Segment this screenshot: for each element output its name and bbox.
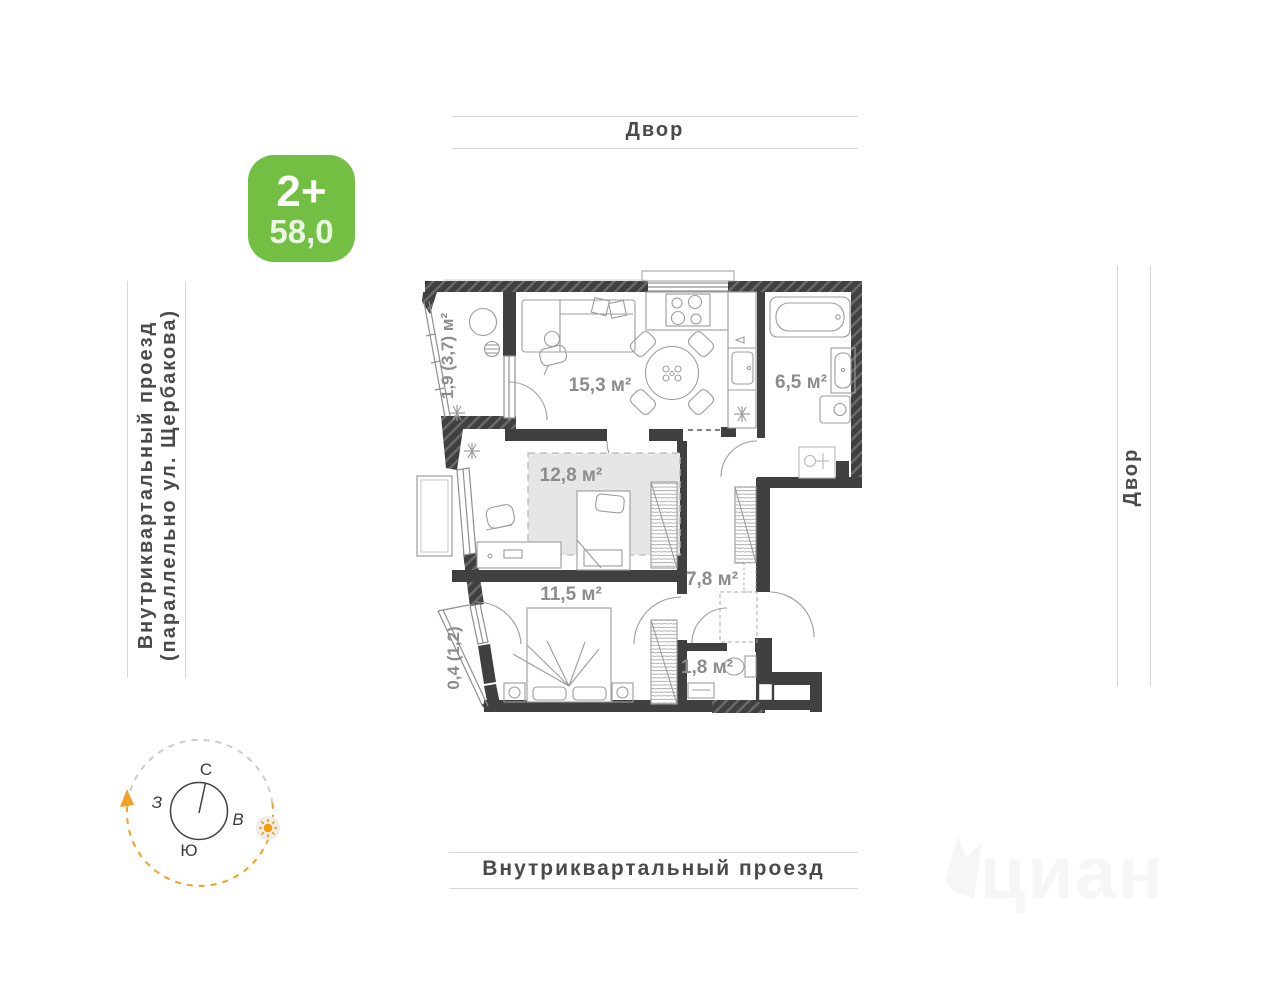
watermark-text: циан [980, 831, 1165, 914]
label-hallway: 7,8 м² [685, 569, 739, 590]
badge-total-area: 58,0 [269, 212, 334, 250]
label-bedroom2: 11,5 м² [540, 584, 602, 605]
label-balcony-bottom: 0,4 (1,2) [444, 626, 463, 690]
sofa-pillow [609, 300, 627, 318]
armchair-person [545, 332, 560, 347]
double-bed [527, 608, 611, 702]
snowflake-icon [464, 443, 480, 459]
hall-cabinet [744, 563, 756, 592]
dining-table [646, 347, 699, 400]
label-bedroom1: 12,8 м² [539, 465, 603, 486]
nightstand [504, 683, 525, 702]
street-label-left-line1: Внутриквартальный проезд [135, 320, 157, 650]
loggia-table [470, 309, 497, 336]
label-loggia-top: 1,9 (3,7) м² [438, 312, 457, 400]
desk [477, 542, 561, 568]
watermark [945, 831, 1165, 914]
compass [120, 740, 280, 886]
label-kitchen-living: 15,3 м² [568, 375, 632, 396]
loggia-furniture [470, 309, 500, 357]
hall-zone [720, 592, 757, 642]
compass-north-label: С [199, 760, 213, 779]
hallway-furniture [720, 487, 757, 642]
street-label-top: Двор [625, 119, 685, 141]
street-label-right: Двор [1120, 447, 1142, 507]
compass-west-label: З [151, 793, 163, 812]
badge-rooms-count: 2+ [276, 166, 327, 216]
shaft-box [758, 683, 773, 701]
cian-bird-icon [945, 836, 982, 898]
toilet-tank [745, 656, 756, 677]
compass-south-label: Ю [180, 841, 198, 860]
nightstand [612, 683, 633, 702]
street-label-left-line2: (параллельно ул. Щербакова) [158, 309, 180, 661]
street-label-bottom: Внутриквартальный проезд [482, 857, 825, 880]
sun-icon [259, 819, 277, 837]
label-bathroom: 6,5 м² [774, 372, 828, 393]
bedroom2-furniture [504, 608, 677, 704]
floor-plan [417, 271, 862, 713]
living-kitchen-furniture [522, 292, 756, 428]
sofa [522, 300, 635, 352]
label-wc: 1,8 м² [680, 657, 734, 678]
arc-arrowhead-icon [120, 789, 134, 807]
compass-east-label: В [232, 810, 244, 829]
